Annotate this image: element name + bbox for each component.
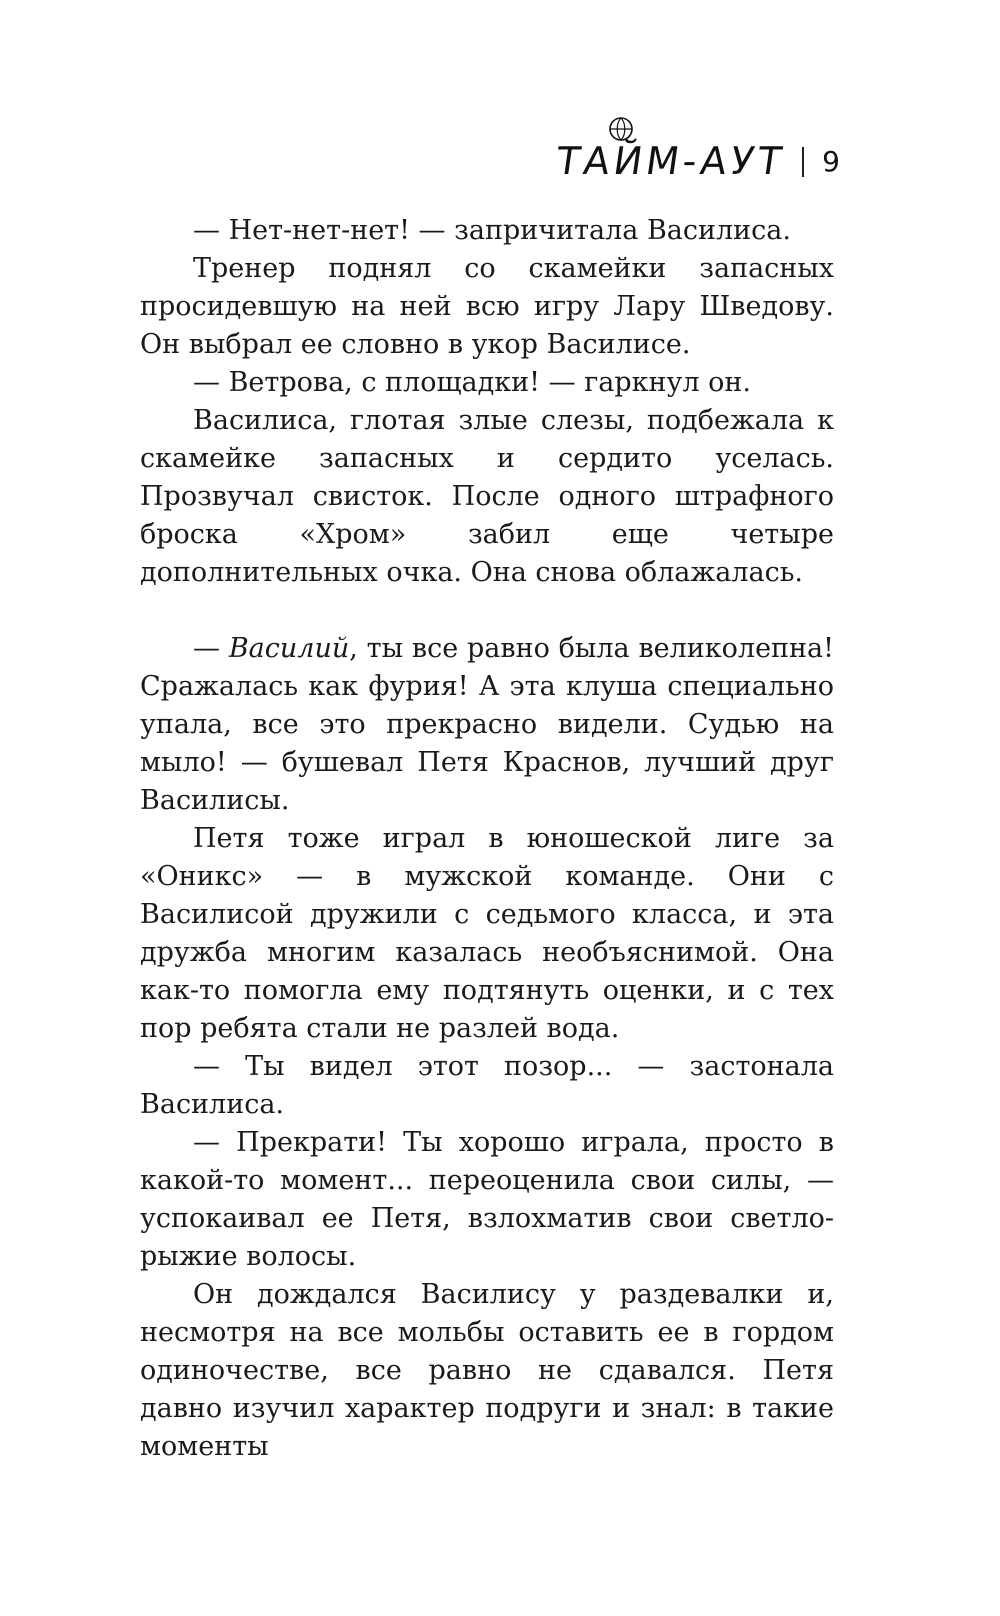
page-number: 9 (822, 144, 840, 178)
book-title: ТАЙМ-АУТ (553, 139, 788, 183)
paragraph-text: , ты все равно была великолепна! Сражалась как фурия! А эта клуша специально упала, все это прекрасно видели. Судью на мыло! — бушевал Петя Краснов, лучший друг Василисы. (140, 633, 834, 816)
paragraph: Петя тоже играл в юношеской лиге за «Оникс» — в мужской команде. Они с Василисой дружили с седьмого класса, и эта дружба многим казалась необъяснимой. Она как-то помогла ему подтянуть оценки, и с тех пор ребята стали не разлей вода. (140, 823, 834, 1044)
paragraph: Он дождался Василису у раздевалки и, несмотря на все мольбы оставить ее в гордом одиночестве, все равно не сдавался. Петя давно изучил характер подруги и знал: в такие моменты (140, 1279, 834, 1462)
page-body (140, 212, 834, 1466)
paragraph: — Нет-нет-нет! — запричитала Василиса. (193, 215, 791, 246)
italic-nickname: Василий (228, 633, 350, 664)
paragraph: Василиса, глотая злые слезы, подбежала к скамейке запасных и сердито уселась. Прозвучал свисток. После одного штрафного броска «Хром» забил еще четыре дополнительных очка. Она снова облажалась. (140, 405, 834, 588)
paragraph: Тренер поднял со скамейки запасных просидевшую на ней всю игру Лару Шведову. Он выбрал ее словно в укор Василисе. (140, 253, 834, 360)
book-title-logo (553, 116, 788, 188)
header-divider (802, 147, 804, 177)
paragraph: — Прекрати! Ты хорошо играла, просто в какой-то момент... переоценила свои силы, — успокаивал ее Петя, взлохматив свои светло-рыжие волосы. (140, 1127, 834, 1272)
paragraph: — Ты видел этот позор... — застонала Василиса. (140, 1051, 834, 1120)
running-header (553, 116, 840, 188)
dialogue-dash: — (193, 633, 229, 664)
section-break (140, 592, 834, 630)
paragraph (140, 630, 834, 820)
paragraph: — Ветрова, с площадки! — гаркнул он. (193, 367, 752, 398)
